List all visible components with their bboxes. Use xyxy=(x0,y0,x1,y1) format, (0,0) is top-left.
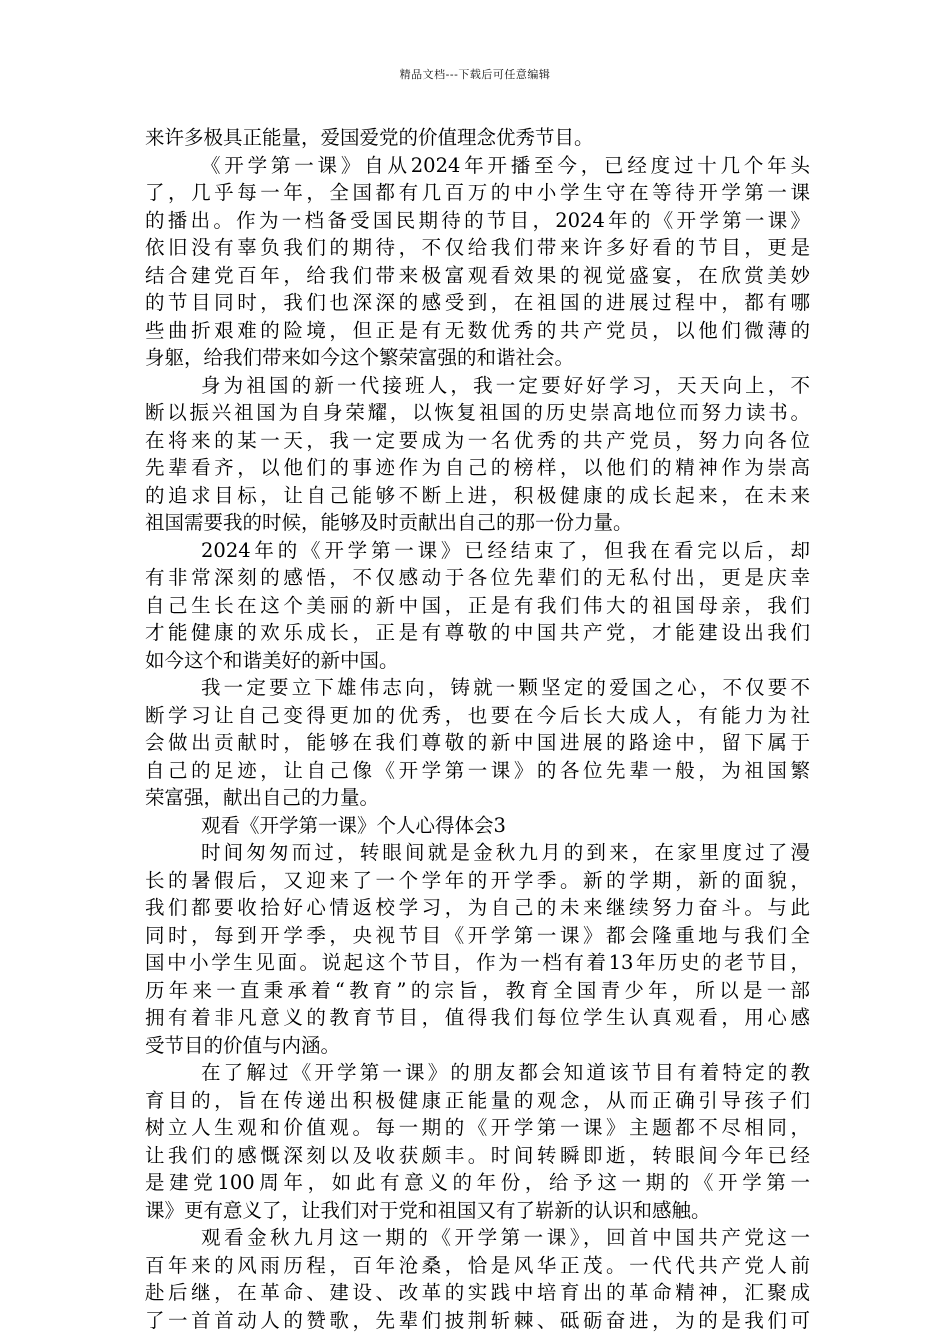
text-line: 树立人生观和价值观。每一期的《开学第一课》主题都不尽相同， xyxy=(145,1116,810,1139)
text-line: 断学习让自己变得更加的优秀，也要在今后长大成人，有能力为社 xyxy=(145,703,810,727)
text-line: 的节目同时，我们也深深的感受到，在祖国的进展过程中，都有哪 xyxy=(145,291,810,314)
text-line: 了，几乎每一年，全国都有几百万的中小学生守在等待开学第一课 xyxy=(145,181,810,204)
text-line: 些曲折艰难的险境，但正是有无数优秀的共产党员，以他们微薄的 xyxy=(145,318,810,342)
text-line: 拥有着非凡意义的教育节目，值得我们每位学生认真观看，用心感 xyxy=(145,1006,810,1029)
text-line: 让我们的感慨深刻以及收获颇丰。时间转瞬即逝，转眼间今年已经 xyxy=(145,1143,810,1167)
text-line: 荣富强，献出自己的力量。 xyxy=(145,786,380,809)
text-line: 来许多极具正能量，爱国爱党的价值理念优秀节目。 xyxy=(145,126,594,149)
text-line: 有非常深刻的感悟，不仅感动于各位先辈们的无私付出，更是庆幸 xyxy=(145,566,810,589)
text-line: 自己的足迹，让自己像《开学第一课》的各位先辈一般，为祖国繁 xyxy=(145,758,810,782)
text-line: 如今这个和谐美好的新中国。 xyxy=(145,648,399,672)
text-line: 依旧没有辜负我们的期待，不仅给我们带来许多好看的节目，更是 xyxy=(145,236,810,259)
text-line: 同时，每到开学季，央视节目《开学第一课》都会隆重地与我们全 xyxy=(145,923,810,947)
text-line: 结合建党百年，给我们带来极富观看效果的视觉盛宴，在欣赏美妙 xyxy=(145,263,810,287)
text-line: 的播出。作为一档备受国民期待的节目，2024年的《开学第一课》 xyxy=(145,208,810,232)
section-heading: 观看《开学第一课》个人心得体会3 xyxy=(201,813,506,837)
text-line: 育目的，旨在传递出积极健康正能量的观念，从而正确引导孩子们 xyxy=(145,1088,810,1112)
text-line: 在将来的某一天，我一定要成为一名优秀的共产党员，努力向各位 xyxy=(145,428,810,452)
text-line: 我一定要立下雄伟志向，铸就一颗坚定的爱国之心，不仅要不 xyxy=(201,676,810,699)
text-line: 历年来一直秉承着“教育”的宗旨，教育全国青少年，所以是一部 xyxy=(145,978,810,1002)
text-line: 我们都要收拾好心情返校学习，为自己的未来继续努力奋斗。与此 xyxy=(145,896,810,919)
text-line: 观看金秋九月这一期的《开学第一课》，回首中国共产党这一 xyxy=(201,1226,810,1249)
text-line: 国中小学生见面。说起这个节目，作为一档有着13年历史的老节目， xyxy=(145,951,810,974)
text-line: 赴后继，在革命、建设、改革的实践中培育出的革命精神，汇聚成 xyxy=(145,1281,810,1304)
text-line: 祖国需要我的时候，能够及时贡献出自己的那一份力量。 xyxy=(145,511,633,534)
text-line: 2024年的《开学第一课》已经结束了，但我在看完以后，却 xyxy=(201,538,810,562)
text-line: 是建党100周年，如此有意义的年份，给予这一期的《开学第一 xyxy=(145,1171,810,1194)
text-line: 《开学第一课》自从2024年开播至今，已经度过十几个年头 xyxy=(201,153,810,177)
text-line: 了一首首动人的赞歌，先辈们披荆斩棘、砥砺奋进，为的是我们可 xyxy=(145,1308,810,1332)
text-line: 受节目的价值与内涵。 xyxy=(145,1033,341,1057)
text-line: 自己生长在这个美丽的新中国，正是有我们伟大的祖国母亲，我们 xyxy=(145,593,810,617)
text-line: 的追求目标，让自己能够不断上进，积极健康的成长起来，在未来 xyxy=(145,483,810,507)
document-body xyxy=(145,124,810,1334)
text-line: 百年来的风雨历程，百年沧桑，恰是风华正茂。一代代共产党人前 xyxy=(145,1253,810,1277)
text-line: 时间匆匆而过，转眼间就是金秋九月的到来，在家里度过了漫 xyxy=(201,841,810,864)
text-line: 才能健康的欢乐成长，正是有尊敬的中国共产党，才能建设出我们 xyxy=(145,621,810,644)
page-header: 精品文档---下载后可任意编辑 xyxy=(399,68,551,81)
text-line: 身为祖国的新一代接班人，我一定要好好学习，天天向上，不 xyxy=(201,373,810,397)
text-line: 课》更有意义了，让我们对于党和祖国又有了崭新的认识和感触。 xyxy=(145,1198,711,1222)
text-line: 会做出贡献时，能够在我们尊敬的新中国进展的路途中，留下属于 xyxy=(145,731,810,754)
text-line: 身躯，给我们带来如今这个繁荣富强的和谐社会。 xyxy=(145,346,575,369)
text-line: 断以振兴祖国为自身荣耀，以恢复祖国的历史崇高地位而努力读书。 xyxy=(145,401,810,424)
text-line: 先辈看齐，以他们的事迹作为自己的榜样，以他们的精神作为崇高 xyxy=(145,456,810,479)
text-line: 长的暑假后，又迎来了一个学年的开学季。新的学期，新的面貌， xyxy=(145,868,810,892)
text-line: 在了解过《开学第一课》的朋友都会知道该节目有着特定的教 xyxy=(201,1061,810,1084)
